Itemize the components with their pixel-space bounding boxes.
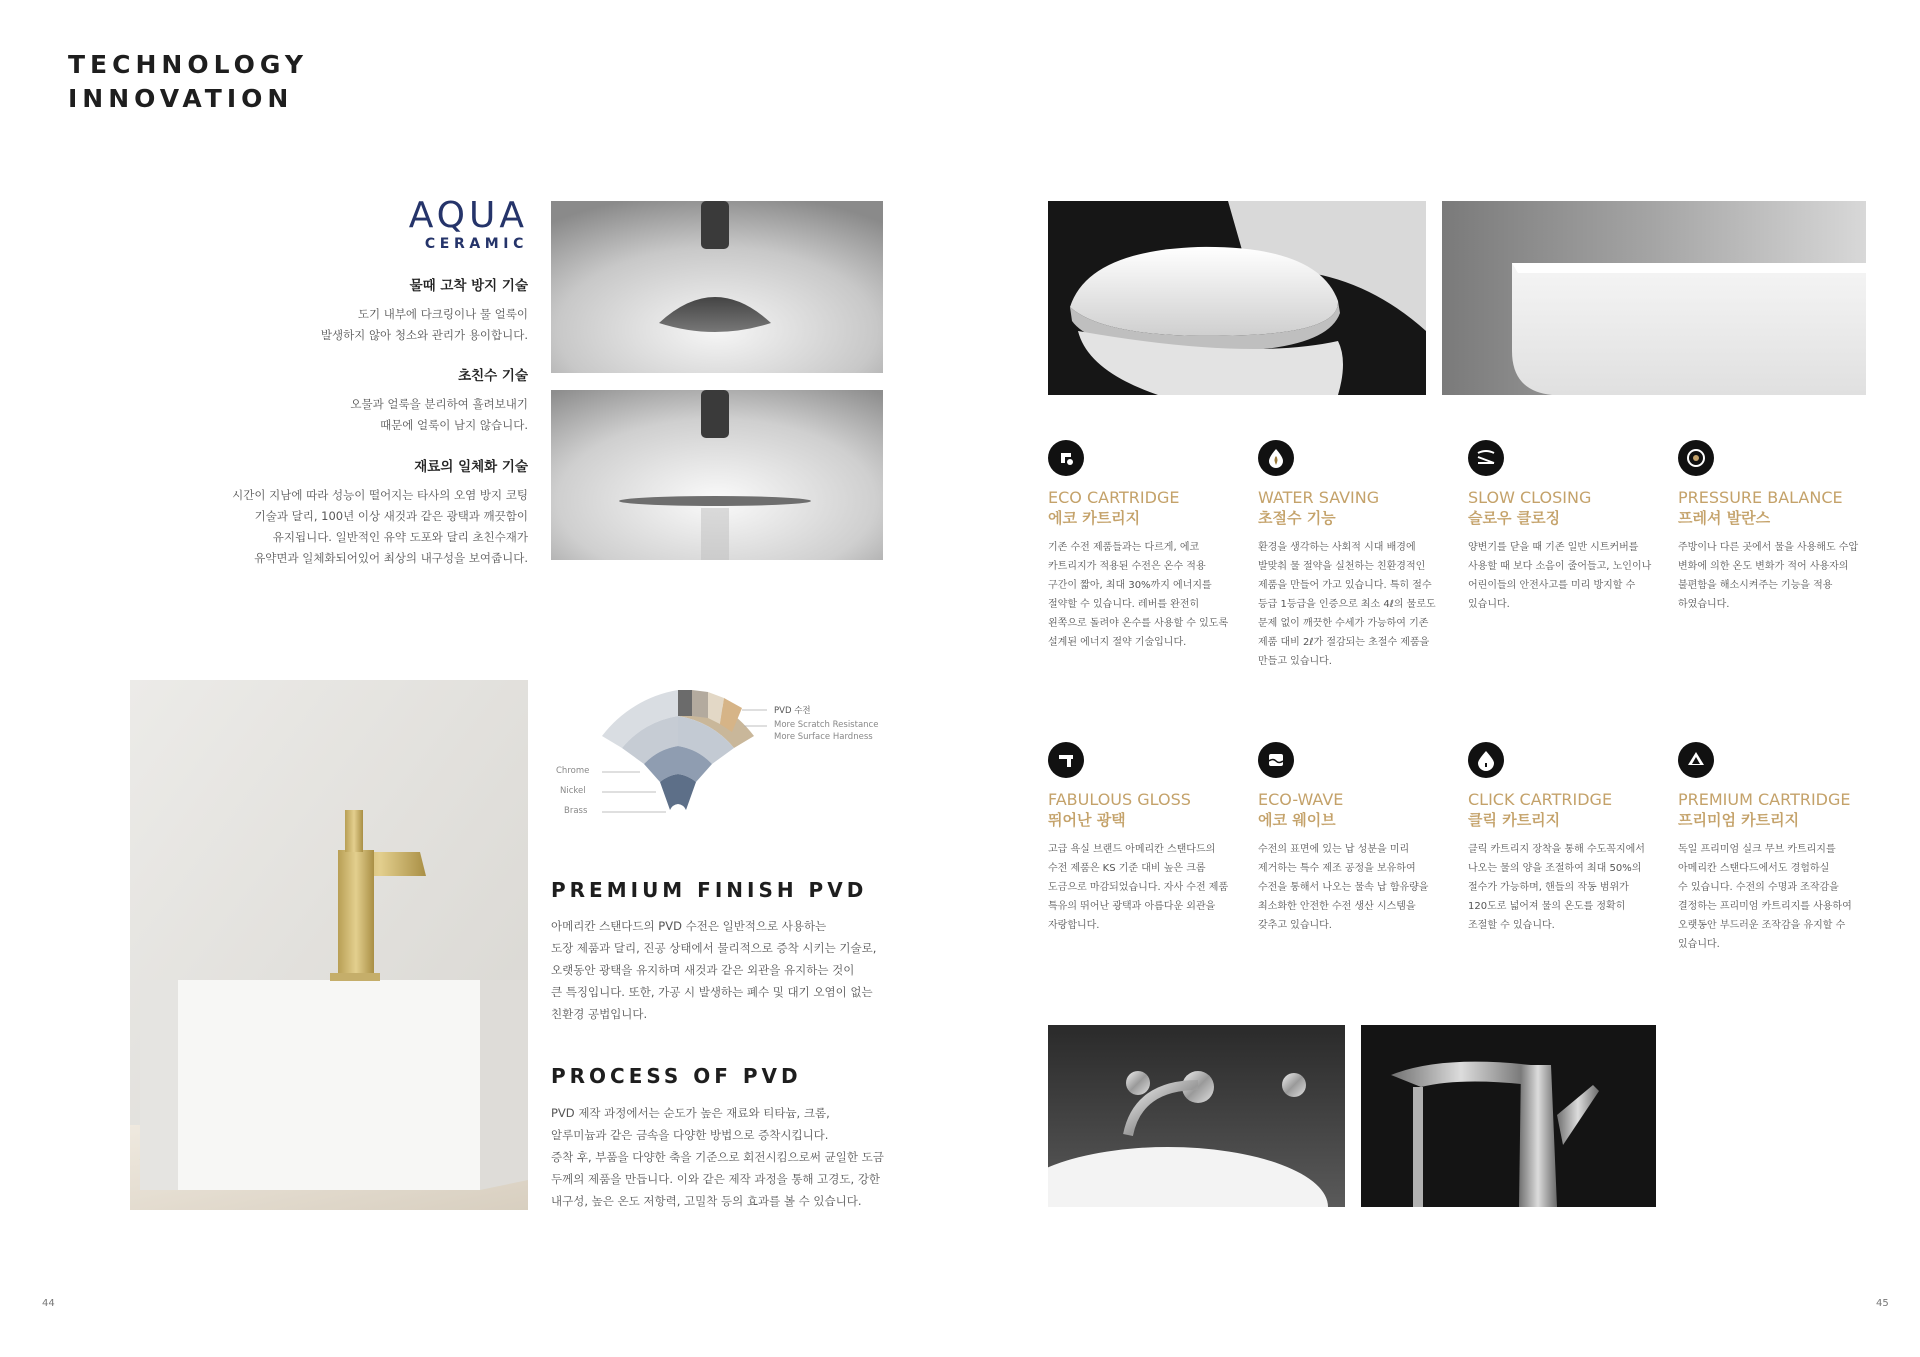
feature-title-en: CLICK CARTRIDGE bbox=[1468, 790, 1613, 809]
pvd-feature-hardness: More Surface Hardness bbox=[774, 732, 873, 742]
feature-title-en: PRESSURE BALANCE bbox=[1678, 488, 1843, 507]
feature-title-ko: 뛰어난 광택 bbox=[1048, 811, 1126, 829]
feature-pressure-balance bbox=[1678, 440, 1868, 614]
feature-title-ko: 클릭 카트리지 bbox=[1468, 811, 1561, 829]
feature-description: 클릭 카트리지 장착을 통해 수도꼭지에서 나오는 물의 양을 조절하여 최대 50%의 절수가 가능하며, 핸들의 작동 범위가 120도로 넓어져 물의 온도를 정확히 조절할 수 있습니다. bbox=[1468, 844, 1645, 931]
feature-description: 고급 욕실 브랜드 아메리칸 스탠다드의 수전 제품은 KS 기준 대비 높은 크롬 도금으로 마감되었습니다. 자사 수전 제품 특유의 뛰어난 광택과 아름다운 외관을 자랑합니다. bbox=[1048, 844, 1229, 931]
pvd-layer-brass: Brass bbox=[564, 806, 588, 816]
premium-cartridge-icon bbox=[1678, 742, 1714, 778]
water-saving-icon bbox=[1258, 440, 1294, 476]
feature-title-ko: 프리미엄 카트리지 bbox=[1678, 811, 1800, 829]
feature-description: 환경을 생각하는 사회적 시대 배경에 발맞춰 물 절약을 실천하는 친환경적인 제품을 만들어 가고 있습니다. 특히 절수 등급 1등급을 인증으로 최소 4ℓ의 물로도 문제 없이 깨끗한 수세가 가능하여 기존 제품 대비 2ℓ가 절감되는 초절수 제품을 만들고 있습니다. bbox=[1258, 542, 1436, 667]
page-title-line2: INNOVATION bbox=[68, 84, 294, 113]
feature-title-en: PREMIUM CARTRIDGE bbox=[1678, 790, 1851, 809]
click-cartridge-icon bbox=[1468, 742, 1504, 778]
feature-description: 양변기를 닫을 때 기존 일반 시트커버를 사용할 때 보다 소음이 줄어들고, 노인이나 어린이들의 안전사고를 미리 방지할 수 있습니다. bbox=[1468, 542, 1652, 610]
pvd-layer-chrome: Chrome bbox=[556, 766, 590, 776]
aqua-block-body: 도기 내부에 다크링이나 물 얼룩이 발생하지 않아 청소와 관리가 용이합니다. bbox=[320, 307, 528, 342]
feature-water-saving bbox=[1258, 440, 1448, 671]
basin-faucet-photo bbox=[1361, 1025, 1656, 1207]
page-title bbox=[68, 48, 308, 116]
process-pvd-body: PVD 제작 과정에서는 순도가 높은 재료와 티타늄, 크롬, 알루미늄과 같은 금속을 다양한 방법으로 증착시킵니다. 증착 후, 부품을 다양한 축을 기준으로 회전시킴으로써 균일한 도금 두께의 제품을 만듭니다. 이와 같은 제작 과정을 통해 고경도, 강한 내구성, 높은 온도 저항력, 고밀착 등의 효과를 볼 수 있습니다. bbox=[551, 1106, 884, 1208]
aqua-block-title: 초친수 기술 bbox=[458, 368, 528, 384]
aqua-block-title: 물때 고착 방지 기술 bbox=[409, 278, 528, 294]
aqua-block-anti-stain bbox=[208, 276, 528, 346]
feature-title-ko: 슬로우 클로징 bbox=[1468, 509, 1561, 527]
page-number-left: 44 bbox=[42, 1298, 55, 1309]
feature-eco-wave bbox=[1258, 742, 1448, 935]
ceramic-logo-word: CERAMIC bbox=[424, 236, 528, 252]
feature-slow-closing bbox=[1468, 440, 1658, 614]
feature-title-ko: 프레셔 발란스 bbox=[1678, 509, 1771, 527]
feature-description: 독일 프리미엄 실크 무브 카트리지를 아메리칸 스탠다드에서도 경험하실 수 있습니다. 수전의 수명과 조작감을 결정하는 프리미엄 카트리지를 사용하여 오랫동안 부드러운 조작감을 유지할 수 있습니다. bbox=[1678, 844, 1852, 950]
pvd-layer-diagram bbox=[552, 686, 892, 831]
feature-title-en: SLOW CLOSING bbox=[1468, 488, 1592, 507]
pressure-balance-icon bbox=[1678, 440, 1714, 476]
aqua-logo-word: AQUA bbox=[408, 195, 528, 236]
feature-eco-cartridge bbox=[1048, 440, 1238, 652]
gold-faucet-photo bbox=[130, 680, 528, 1210]
droplet-spread-photo bbox=[551, 390, 883, 560]
aqua-block-body: 오물과 얼룩을 분리하여 흘려보내기 때문에 얼룩이 남지 않습니다. bbox=[350, 397, 528, 432]
premium-finish-body: 아메리칸 스탠다드의 PVD 수전은 일반적으로 사용하는 도장 제품과 달리, 진공 상태에서 물리적으로 증착 시키는 기술로, 오랫동안 광택을 유지하며 새것과 같은 외관을 유지하는 것이 큰 특징입니다. 또한, 가공 시 발생하는 폐수 및 대기 오염이 없는 친환경 공법입니다. bbox=[551, 919, 877, 1021]
eco-wave-icon bbox=[1258, 742, 1294, 778]
pvd-top-label: PVD 수전 bbox=[774, 706, 811, 716]
feature-click-cartridge bbox=[1468, 742, 1658, 935]
feature-title-ko: 초절수 기능 bbox=[1258, 509, 1336, 527]
premium-finish-heading: PREMIUM FINISH PVD bbox=[551, 878, 868, 902]
feature-premium-cartridge bbox=[1678, 742, 1868, 954]
eco-cartridge-icon bbox=[1048, 440, 1084, 476]
feature-description: 기존 수전 제품들과는 다르게, 에코 카트리지가 적용된 수전은 온수 적용 구간이 짧아, 최대 30%까지 에너지를 절약할 수 있습니다. 레버를 완전히 왼쪽으로 돌려야 온수를 사용할 수 있도록 설계된 에너지 절약 기술입니다. bbox=[1048, 542, 1229, 648]
pvd-layer-nickel: Nickel bbox=[560, 786, 586, 796]
feature-title-ko: 에코 웨이브 bbox=[1258, 811, 1336, 829]
droplet-bead-photo bbox=[551, 201, 883, 373]
feature-title-ko: 에코 카트리지 bbox=[1048, 509, 1141, 527]
aqua-block-body: 시간이 지남에 따라 성능이 떨어지는 타사의 오염 방지 코팅 기술과 달리, 100년 이상 새것과 같은 광택과 깨끗함이 유지됩니다. 일반적인 유약 도포와 달리 초친수재가 유약면과 일체화되어있어 최상의 내구성을 보여줍니다. bbox=[232, 488, 528, 565]
page-title-line1: TECHNOLOGY bbox=[68, 50, 308, 79]
fabulous-gloss-icon bbox=[1048, 742, 1084, 778]
aqua-ceramic-logo bbox=[360, 196, 528, 252]
feature-description: 수전의 표면에 있는 납 성분을 미리 제거하는 특수 제조 공정을 보유하여 수전을 통해서 나오는 물속 납 함유량을 최소화한 안전한 수전 생산 시스템을 갖추고 있습니다. bbox=[1258, 844, 1429, 931]
feature-description: 주방이나 다른 곳에서 물을 사용해도 수압 변화에 의한 온도 변화가 적어 사용자의 불편함을 해소시켜주는 기능을 적용 하였습니다. bbox=[1678, 542, 1859, 610]
aqua-block-hydrophilic bbox=[208, 366, 528, 436]
feature-title-en: FABULOUS GLOSS bbox=[1048, 790, 1191, 809]
slow-closing-icon bbox=[1468, 440, 1504, 476]
feature-title-en: ECO-WAVE bbox=[1258, 790, 1344, 809]
process-pvd-heading: PROCESS OF PVD bbox=[551, 1064, 802, 1088]
aqua-block-title: 재료의 일체화 기술 bbox=[414, 459, 528, 475]
washbasin-photo bbox=[1442, 201, 1866, 395]
feature-title-en: ECO CARTRIDGE bbox=[1048, 488, 1180, 507]
toilet-seat-photo bbox=[1048, 201, 1426, 395]
feature-title-en: WATER SAVING bbox=[1258, 488, 1380, 507]
pvd-feature-scratch: More Scratch Resistance bbox=[774, 720, 879, 730]
aqua-block-integration bbox=[188, 457, 528, 569]
wall-faucet-photo bbox=[1048, 1025, 1345, 1207]
feature-fabulous-gloss bbox=[1048, 742, 1238, 935]
page-number-right: 45 bbox=[1876, 1298, 1889, 1309]
